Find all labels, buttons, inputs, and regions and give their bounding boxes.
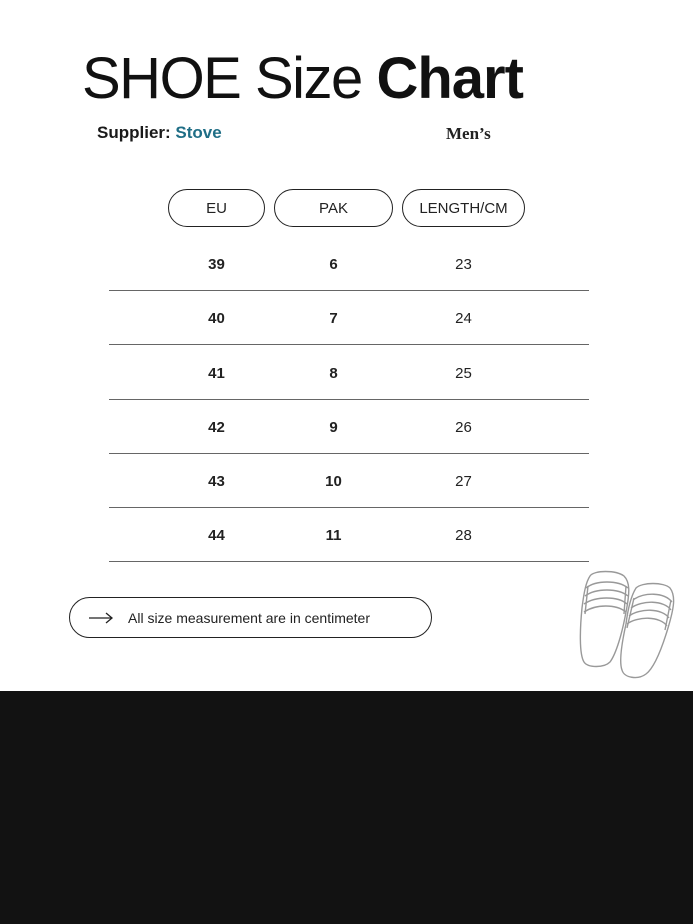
cell-length: 26 — [455, 418, 472, 436]
cell-length: 23 — [455, 255, 472, 273]
table-row — [109, 454, 589, 508]
row-divider — [109, 344, 589, 345]
title-bold: Chart — [376, 46, 523, 111]
measurement-note — [69, 597, 432, 638]
table-row — [109, 400, 589, 454]
row-divider — [109, 561, 589, 562]
cell-pak: 9 — [329, 418, 338, 436]
bottom-band — [0, 691, 693, 924]
cell-pak: 11 — [325, 526, 342, 544]
arrow-right-icon — [88, 611, 114, 625]
cell-eu: 42 — [208, 418, 225, 436]
table-row — [109, 237, 589, 291]
cell-eu: 39 — [208, 255, 225, 273]
cell-eu: 41 — [208, 364, 225, 382]
cell-length: 27 — [455, 472, 472, 490]
cell-pak: 10 — [325, 472, 342, 490]
cell-eu: 43 — [208, 472, 225, 490]
gender-label: Men’s — [446, 124, 491, 143]
header-length: LENGTH/CM — [402, 189, 525, 227]
title-light: SHOE Size — [82, 46, 362, 111]
cell-pak: 7 — [329, 309, 338, 327]
cell-pak: 6 — [329, 255, 338, 273]
supplier-label: Supplier: — [97, 123, 171, 142]
table-row — [109, 291, 589, 345]
table-row — [109, 346, 589, 400]
cell-length: 24 — [455, 309, 472, 327]
slippers-icon — [576, 568, 680, 683]
header-eu: EU — [168, 189, 265, 227]
table-row — [109, 508, 589, 562]
cell-pak: 8 — [329, 364, 338, 382]
page-title — [82, 44, 523, 114]
header-pak: PAK — [274, 189, 393, 227]
supplier-info — [97, 123, 222, 143]
supplier-value: Stove — [175, 123, 222, 142]
cell-eu: 44 — [208, 526, 225, 544]
note-text: All size measurement are in centimeter — [128, 609, 370, 626]
cell-eu: 40 — [208, 309, 225, 327]
cell-length: 28 — [455, 526, 472, 544]
cell-length: 25 — [455, 364, 472, 382]
